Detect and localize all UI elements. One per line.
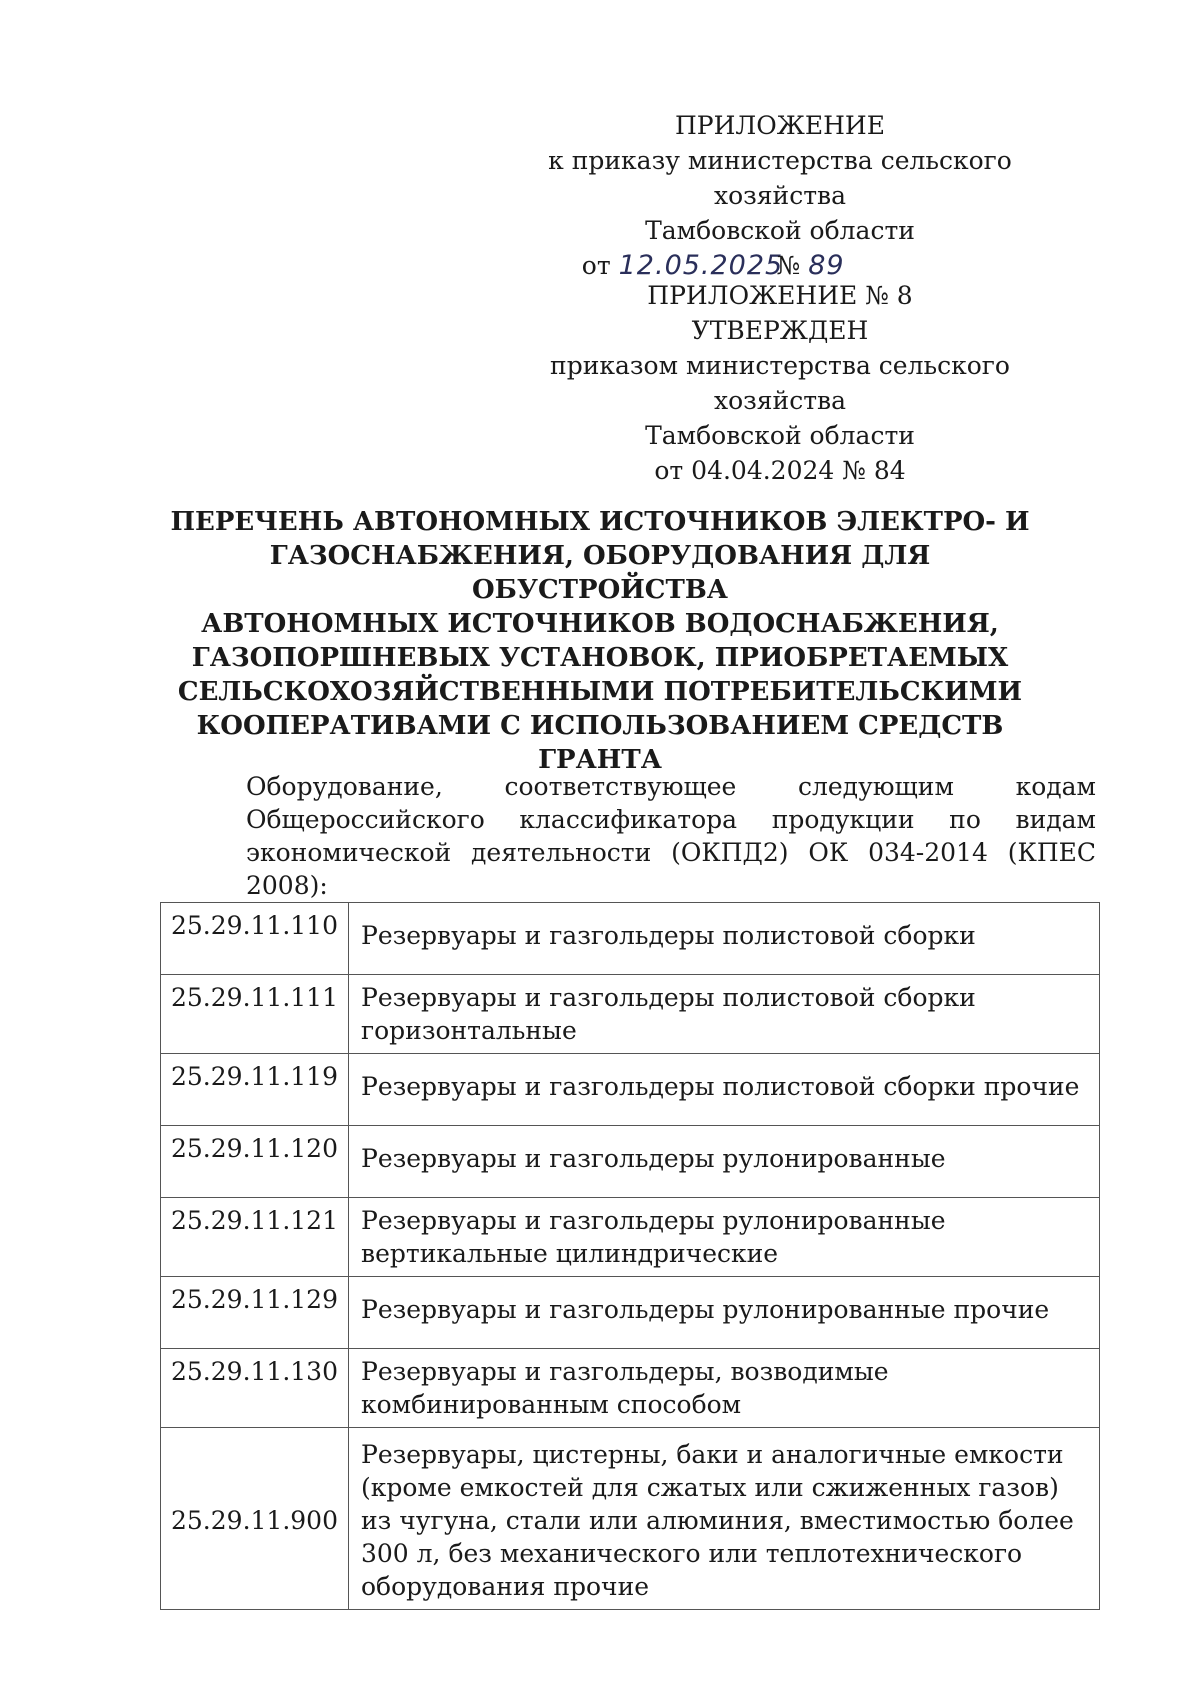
description-cell: Резервуары и газгольдеры рулонированные bbox=[349, 1126, 1100, 1198]
intro-paragraph bbox=[160, 770, 1096, 902]
code-cell: 25.29.11.111 bbox=[161, 975, 349, 1054]
description-cell: Резервуары и газгольдеры рулонированные вертикальные цилиндрические bbox=[349, 1198, 1100, 1277]
annex8-line-3: от 04.04.2024 № 84 bbox=[654, 456, 906, 485]
code-cell: 25.29.11.121 bbox=[161, 1198, 349, 1277]
title-line: КООПЕРАТИВАМИ С ИСПОЛЬЗОВАНИЕМ СРЕДСТВ ГРАНТА bbox=[196, 711, 1004, 775]
annex-line-1: к приказу министерства сельского хозяйства bbox=[548, 146, 1012, 210]
title-line: СЕЛЬСКОХОЗЯЙСТВЕННЫМИ ПОТРЕБИТЕЛЬСКИМИ bbox=[177, 677, 1023, 707]
table-row bbox=[161, 1198, 1100, 1277]
annex8-header bbox=[500, 278, 1060, 488]
okpd2-codes-table bbox=[160, 902, 1100, 1610]
table-row bbox=[161, 1428, 1100, 1610]
document-title bbox=[150, 505, 1050, 777]
annex-title: ПРИЛОЖЕНИЕ bbox=[675, 111, 885, 140]
annex-line-2: Тамбовской области bbox=[645, 216, 915, 245]
description-cell: Резервуары и газгольдеры рулонированные прочие bbox=[349, 1277, 1100, 1349]
title-line: ПЕРЕЧЕНЬ АВТОНОМНЫХ ИСТОЧНИКОВ ЭЛЕКТРО- И bbox=[170, 507, 1030, 537]
code-cell: 25.29.11.130 bbox=[161, 1349, 349, 1428]
date-prefix: от bbox=[581, 251, 611, 280]
table-row bbox=[161, 903, 1100, 975]
handwritten-date: 12.05.2025 bbox=[618, 250, 784, 281]
annex-header bbox=[500, 108, 1060, 283]
handwritten-number: 89 bbox=[808, 250, 845, 281]
title-line: ГАЗОПОРШНЕВЫХ УСТАНОВОК, ПРИОБРЕТАЕМЫХ bbox=[191, 643, 1009, 673]
title-line: АВТОНОМНЫХ ИСТОЧНИКОВ ВОДОСНАБЖЕНИЯ, bbox=[201, 609, 999, 639]
code-cell: 25.29.11.120 bbox=[161, 1126, 349, 1198]
table-row bbox=[161, 975, 1100, 1054]
description-cell: Резервуары и газгольдеры полистовой сборки горизонтальные bbox=[349, 975, 1100, 1054]
annex8-title: ПРИЛОЖЕНИЕ № 8 bbox=[647, 281, 913, 310]
number-prefix: № bbox=[776, 251, 801, 280]
table-row bbox=[161, 1349, 1100, 1428]
code-cell: 25.29.11.900 bbox=[161, 1428, 349, 1610]
table-row bbox=[161, 1054, 1100, 1126]
code-cell: 25.29.11.119 bbox=[161, 1054, 349, 1126]
code-cell: 25.29.11.110 bbox=[161, 903, 349, 975]
description-cell: Резервуары и газгольдеры полистовой сборки прочие bbox=[349, 1054, 1100, 1126]
annex8-line-2: Тамбовской области bbox=[645, 421, 915, 450]
intro-text: Оборудование, соответствующее следующим кодам Общероссийского классификатора продукции по видам экономической деятельности (ОКПД2) ОК 034-2014 (КПЕС 2008): bbox=[246, 772, 1096, 900]
description-cell: Резервуары, цистерны, баки и аналогичные емкости (кроме емкостей для сжатых или сжиженных газов) из чугуна, стали или алюминия, вместимостью более 300 л, без механического или теплотехнического оборудования прочие bbox=[349, 1428, 1100, 1610]
approved-label: УТВЕРЖДЕН bbox=[691, 316, 869, 345]
table-row bbox=[161, 1277, 1100, 1349]
title-line: ГАЗОСНАБЖЕНИЯ, ОБОРУДОВАНИЯ ДЛЯ ОБУСТРОЙСТВА bbox=[269, 541, 931, 605]
description-cell: Резервуары и газгольдеры, возводимые комбинированным способом bbox=[349, 1349, 1100, 1428]
description-cell: Резервуары и газгольдеры полистовой сборки bbox=[349, 903, 1100, 975]
annex8-line-1: приказом министерства сельского хозяйства bbox=[550, 351, 1010, 415]
table-row bbox=[161, 1126, 1100, 1198]
code-cell: 25.29.11.129 bbox=[161, 1277, 349, 1349]
